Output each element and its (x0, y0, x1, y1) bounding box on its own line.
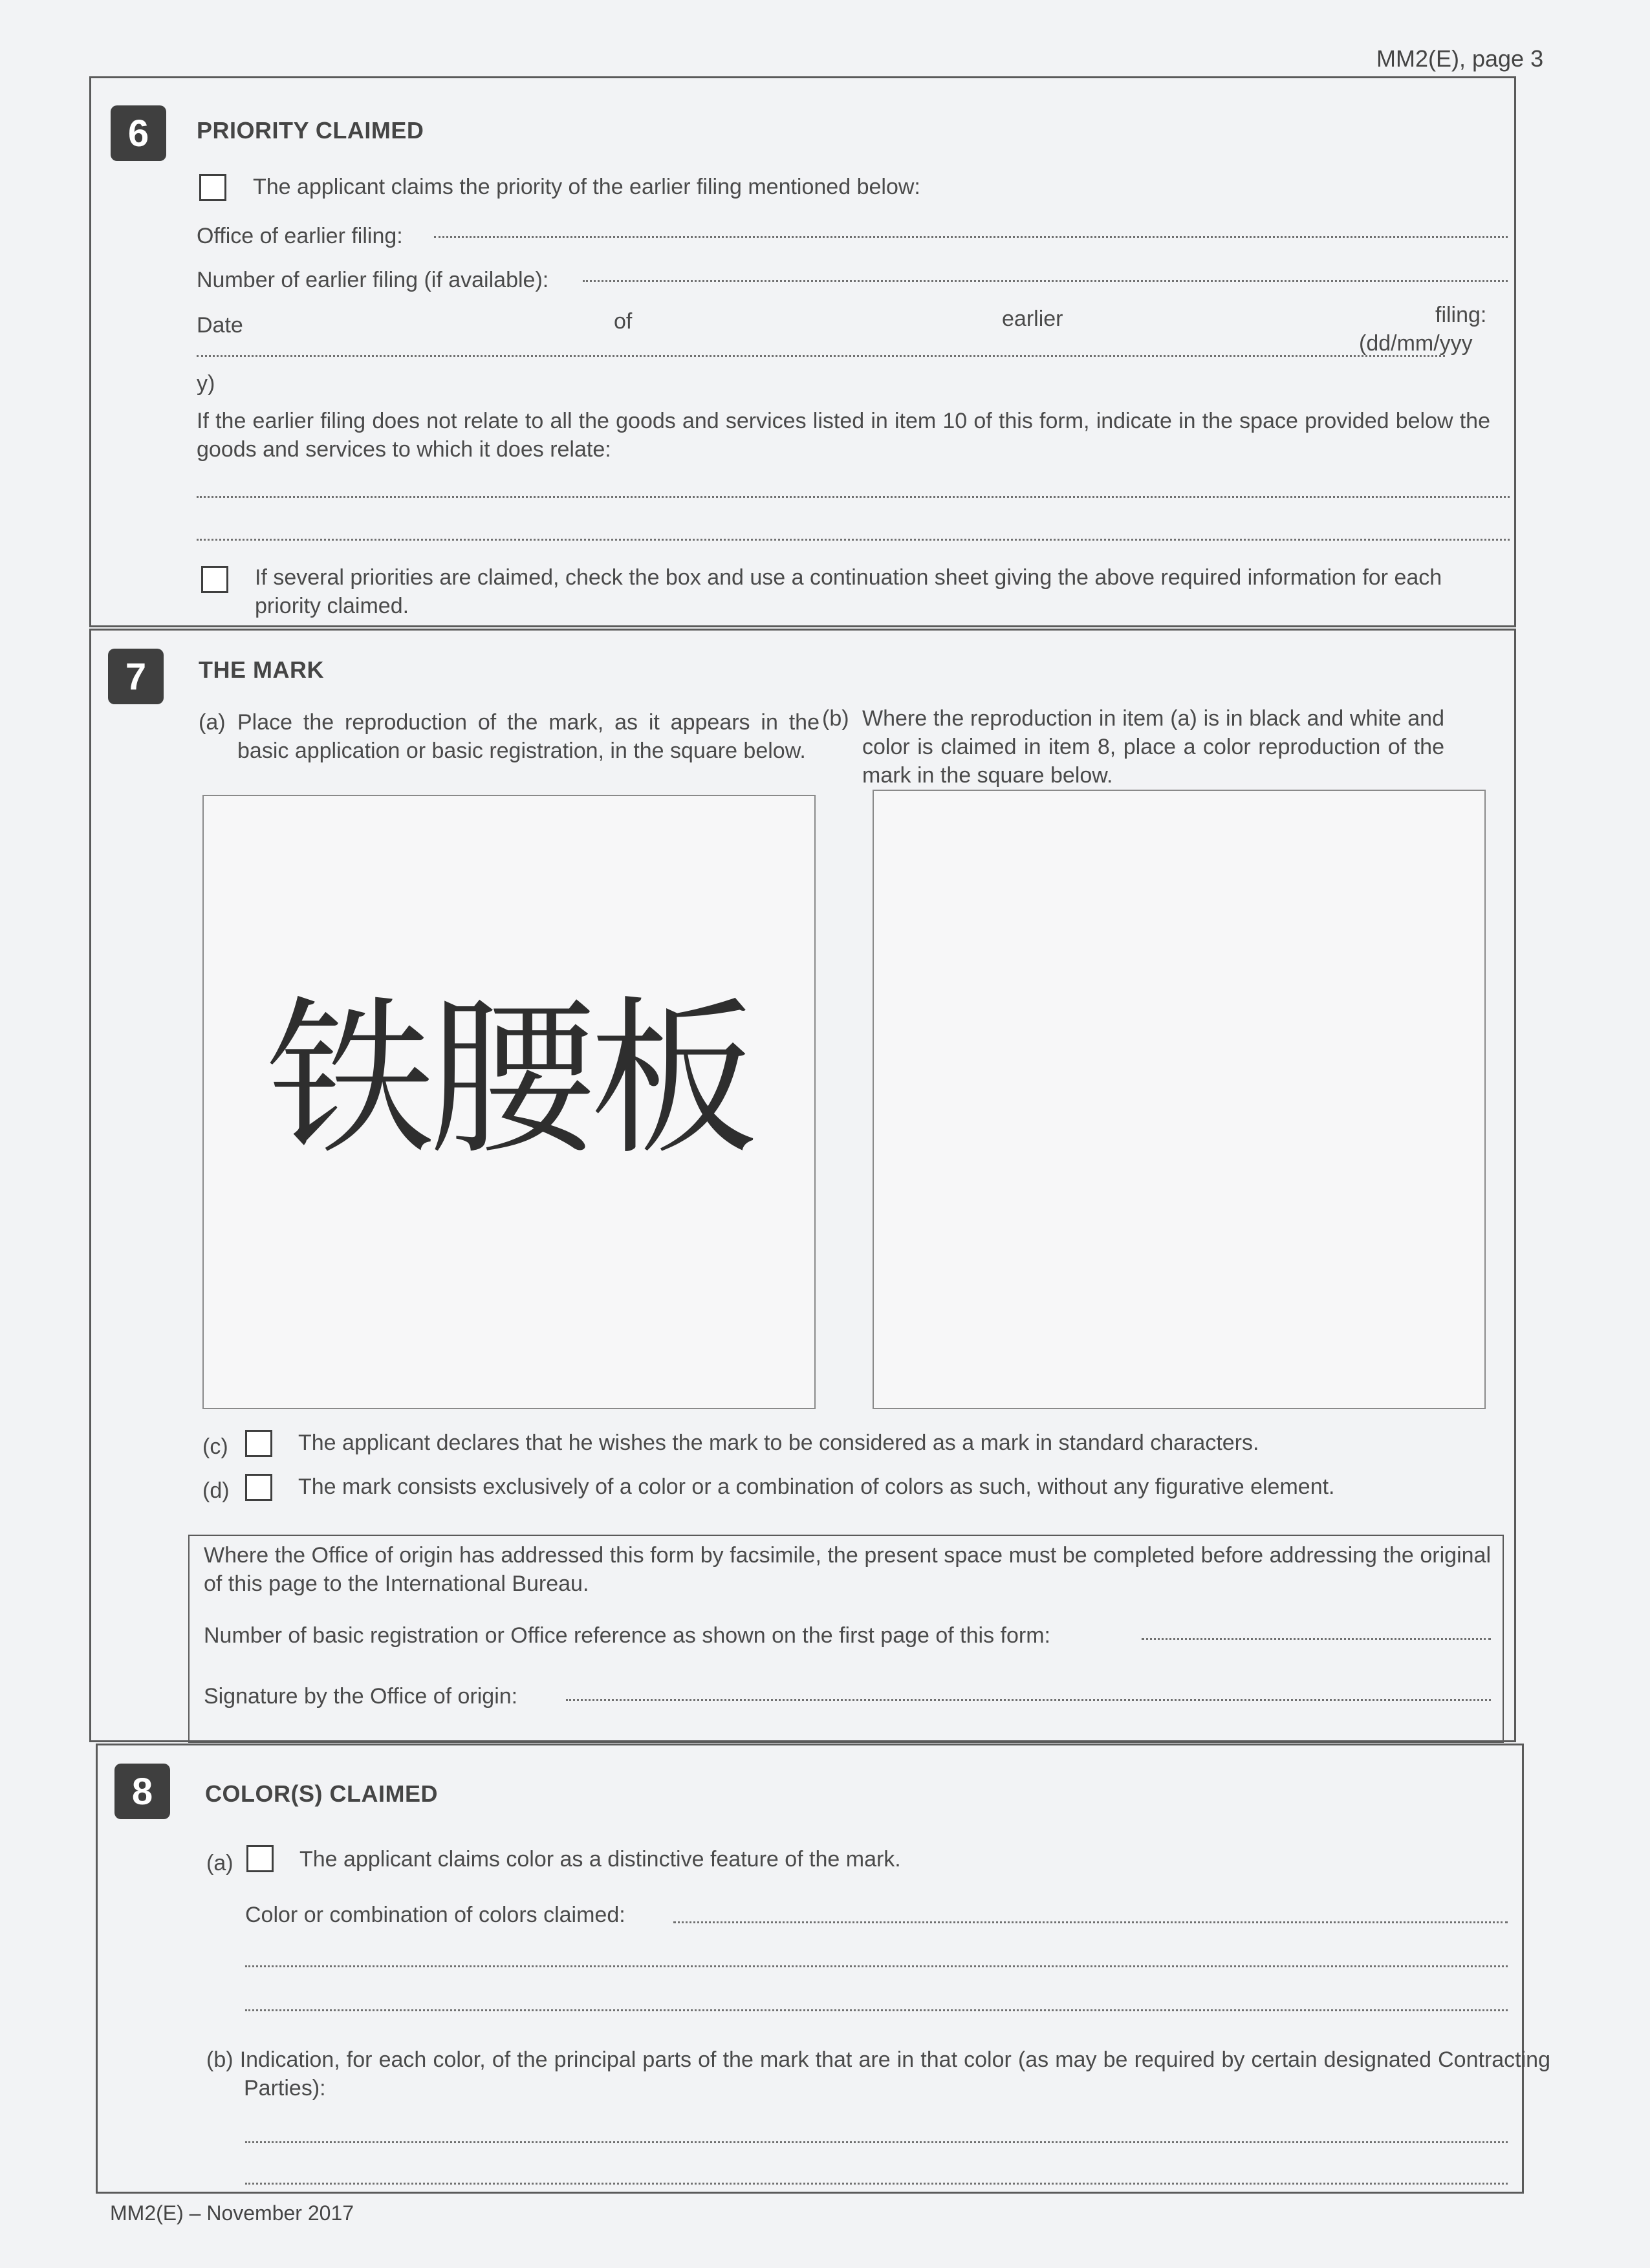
mark-b-instruction: Where the reproduction in item (a) is in black and white and color is claimed in item 8, place a color reproduction of the mark in the square below. (862, 706, 1444, 788)
date-label-word-filing: filing: (1435, 303, 1487, 327)
priority-claim-label: The applicant claims the priority of the earlier filing mentioned below: (253, 175, 920, 199)
mark-c-marker: (c) (202, 1434, 228, 1459)
section-number-7: 7 (108, 649, 164, 704)
office-earlier-filing-field[interactable] (434, 236, 1508, 238)
basic-registration-field[interactable] (1142, 1638, 1491, 1640)
office-earlier-filing-label: Office of earlier filing: (197, 224, 403, 248)
colors-claimed-label: Color or combination of colors claimed: (245, 1903, 625, 1927)
several-priorities-label: If several priorities are claimed, check the box and use a continuation sheet giving the above required information for each priority claimed. (255, 565, 1442, 618)
section-the-mark (89, 629, 1516, 1742)
mark-reproduction-text: 铁腰板 (266, 982, 752, 1178)
mark-a-instruction: Place the reproduction of the mark, as it appears in the basic application or basic registration, in the square below. (237, 710, 820, 763)
colors-claimed-field-line-1[interactable] (673, 1921, 1508, 1923)
page-reference: MM2(E), page 3 (1376, 45, 1544, 72)
color-only-label: The mark consists exclusively of a color or a combination of colors as such, without any figurative element. (298, 1474, 1335, 1499)
section-title-colors: COLOR(S) CLAIMED (205, 1780, 438, 1807)
section-number-8: 8 (114, 1764, 170, 1819)
section-title-mark: THE MARK (199, 656, 324, 683)
colors-b-marker: (b) (206, 2047, 233, 2072)
form-footer: MM2(E) – November 2017 (110, 2201, 354, 2225)
goods-services-instruction: If the earlier filing does not relate to all the goods and services listed in item 10 of this form, indicate in the space provided below the goods and services to which it does relate: (197, 409, 1490, 462)
standard-characters-label: The applicant declares that he wishes the mark to be considered as a mark in standard characters. (298, 1431, 1259, 1455)
standard-characters-checkbox[interactable] (245, 1430, 272, 1457)
color-claim-checkbox[interactable] (246, 1845, 274, 1872)
date-label-word-of: of (614, 309, 633, 334)
number-earlier-filing-field[interactable] (583, 280, 1508, 282)
mark-b-marker: (b) (822, 706, 849, 731)
section-number-6: 6 (111, 105, 166, 161)
color-reproduction-box[interactable] (873, 790, 1486, 1409)
color-parts-field-line-2[interactable] (245, 2183, 1508, 2185)
colors-claimed-field-line-2[interactable] (245, 1965, 1508, 1967)
color-only-checkbox[interactable] (245, 1474, 272, 1501)
goods-services-field-line-1[interactable] (197, 496, 1510, 498)
number-earlier-filing-label: Number of earlier filing (if available): (197, 268, 549, 292)
mark-reproduction-box[interactable] (202, 795, 816, 1409)
date-format-hint-wrap: y) (197, 371, 215, 396)
mark-d-marker: (d) (202, 1478, 230, 1503)
priority-claim-checkbox[interactable] (199, 174, 226, 201)
date-earlier-filing-field[interactable] (197, 355, 1445, 357)
section-colors-claimed (96, 1744, 1550, 2194)
color-parts-instruction (206, 2046, 1550, 2102)
colors-claimed-field-line-3[interactable] (245, 2009, 1508, 2011)
date-label-word-earlier: earlier (1002, 307, 1063, 331)
several-priorities-checkbox[interactable] (201, 566, 228, 593)
section-priority-claimed (89, 76, 1516, 627)
basic-registration-label: Number of basic registration or Office reference as shown on the first page of this form: (204, 1623, 1050, 1648)
date-label-word-date: Date (197, 313, 243, 338)
office-signature-field[interactable] (566, 1699, 1491, 1701)
date-format-hint: (dd/mm/yyy (1359, 331, 1473, 356)
goods-services-field-line-2[interactable] (197, 539, 1510, 541)
colors-a-marker: (a) (206, 1851, 233, 1875)
color-parts-field-line-1[interactable] (245, 2141, 1508, 2143)
office-signature-label: Signature by the Office of origin: (204, 1684, 518, 1709)
mark-a-marker: (a) (199, 710, 226, 735)
facsimile-box (188, 1535, 1504, 1743)
facsimile-note: Where the Office of origin has addressed this form by facsimile, the present space must be completed before addressing the original of this page to the International Bureau. (204, 1543, 1491, 1596)
section-title-priority: PRIORITY CLAIMED (197, 117, 424, 144)
color-parts-instruction-text: Indication, for each color, of the principal parts of the mark that are in that color (as may be required by certain designated Contracting Parties): (239, 2047, 1550, 2101)
color-claim-label: The applicant claims color as a distinctive feature of the mark. (299, 1847, 901, 1872)
